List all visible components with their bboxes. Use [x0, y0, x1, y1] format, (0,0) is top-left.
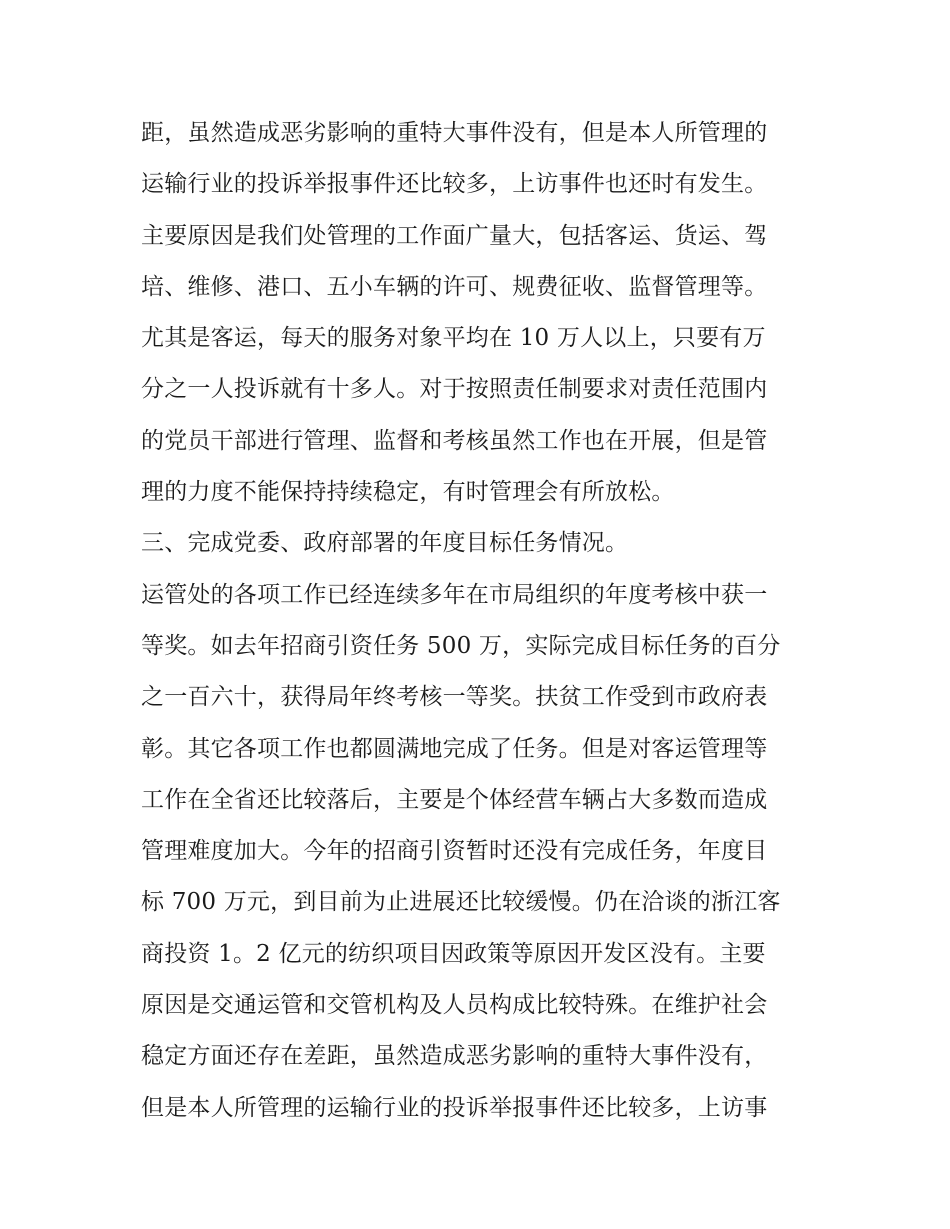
- section-heading: 三、完成党委、政府部署的年度目标任务情况。: [141, 530, 629, 557]
- text-line-15: 管理难度加大。今年的招商引资暂时还没有完成任务，年度目: [141, 838, 768, 865]
- text-line-2: 运输行业的投诉举报事件还比较多，上访事件也还时有发生。: [141, 171, 768, 198]
- text-line-7: 的党员干部进行管理、监督和考核虽然工作也在开展，但是管: [141, 427, 768, 454]
- text-line-8: 理的力度不能保持持续稳定，有时管理会有所放松。: [141, 479, 675, 506]
- text-line-13: 彰。其它各项工作也都圆满地完成了任务。但是对客运管理等: [141, 735, 768, 762]
- text-line-14: 工作在全省还比较落后，主要是个体经营车辆占大多数而造成: [141, 786, 768, 813]
- text-line-11: 等奖。如去年招商引资任务 500 万，实际完成目标任务的百分: [141, 632, 781, 659]
- text-line-17: 商投资 1。2 亿元的纺织项目因政策等原因开发区没有。主要: [141, 940, 766, 967]
- text-line-6: 分之一人投诉就有十多人。对于按照责任制要求对责任范围内: [141, 376, 768, 403]
- text-line-18: 原因是交通运管和交管机构及人员构成比较特殊。在维护社会: [141, 992, 768, 1019]
- text-line-12: 之一百六十，获得局年终考核一等奖。扶贫工作受到市政府表: [141, 684, 768, 711]
- text-line-16: 标 700 万元，到目前为止进展还比较缓慢。仍在洽谈的浙江客: [141, 889, 781, 916]
- text-line-5: 尤其是客运，每天的服务对象平均在 10 万人以上，只要有万: [141, 325, 766, 352]
- text-line-20: 但是本人所管理的运输行业的投诉举报事件还比较多，上访事: [141, 1094, 768, 1121]
- text-line-19: 稳定方面还存在差距，虽然造成恶劣影响的重特大事件没有，: [141, 1043, 768, 1070]
- text-line-10: 运管处的各项工作已经连续多年在市局组织的年度考核中获一: [141, 581, 768, 608]
- body-text: [141, 108, 821, 1134]
- text-line-1: 距，虽然造成恶劣影响的重特大事件没有，但是本人所管理的: [141, 120, 768, 146]
- text-line-3: 主要原因是我们处管理的工作面广量大，包括客运、货运、驾: [141, 222, 768, 249]
- text-line-4: 培、维修、港口、五小车辆的许可、规费征收、监督管理等。: [141, 273, 768, 300]
